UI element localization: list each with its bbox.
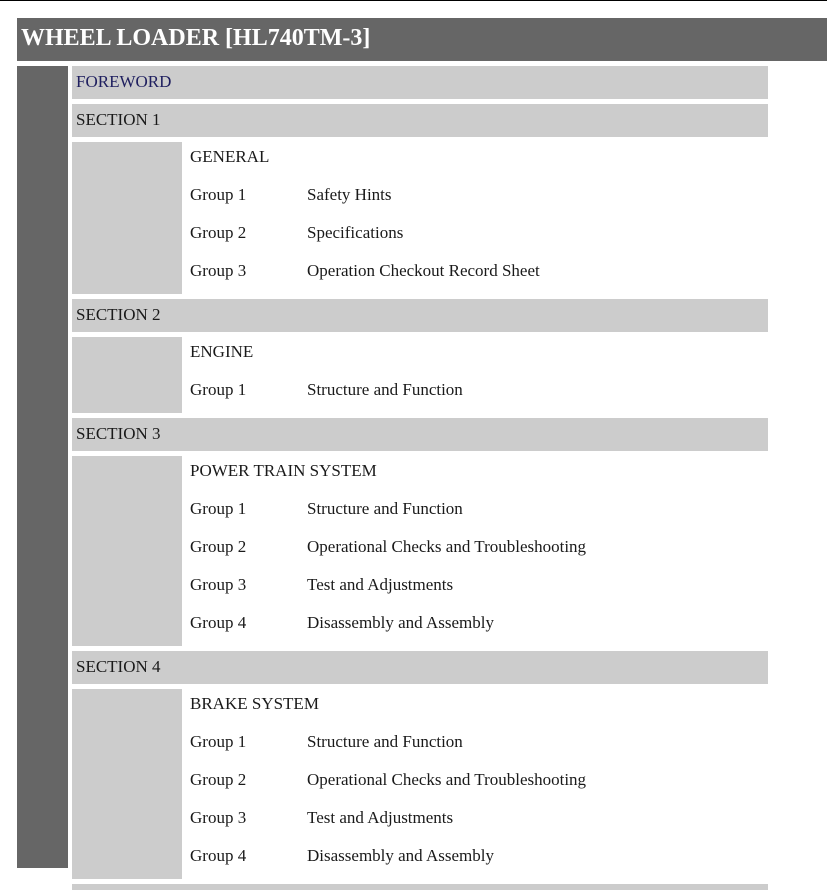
group-title-link[interactable]: Operational Checks and Troubleshooting: [307, 770, 587, 789]
group-row[interactable]: [190, 765, 768, 803]
section-heading: ENGINE: [190, 342, 254, 361]
group-title-link[interactable]: Operational Checks and Troubleshooting: [307, 537, 587, 556]
group-title-link[interactable]: Structure and Function: [307, 380, 463, 399]
section-gutter: [72, 142, 182, 294]
group-row[interactable]: [190, 218, 768, 256]
group-row[interactable]: [190, 803, 768, 841]
section-heading: BRAKE SYSTEM: [190, 694, 319, 713]
group-number: Group 4: [190, 846, 247, 865]
section-heading-row: [190, 689, 768, 727]
group-title-link[interactable]: Operation Checkout Record Sheet: [307, 261, 540, 280]
group-title-link[interactable]: Safety Hints: [307, 185, 392, 204]
group-title-link[interactable]: Test and Adjustments: [307, 575, 454, 594]
foreword-label: FOREWORD: [76, 72, 172, 91]
toc-content: [72, 66, 768, 890]
group-row[interactable]: [190, 375, 768, 413]
section-gutter: [72, 689, 182, 879]
group-number: Group 2: [190, 223, 247, 242]
group-title-link[interactable]: Test and Adjustments: [307, 808, 454, 827]
top-rule: [0, 0, 827, 1]
section-body-2: [72, 337, 768, 413]
group-number: Group 2: [190, 537, 247, 556]
group-number: Group 3: [190, 808, 247, 827]
group-row[interactable]: [190, 180, 768, 218]
section-gutter: [72, 456, 182, 646]
section-label: SECTION 2: [76, 305, 161, 324]
group-number: Group 1: [190, 185, 247, 204]
group-title-link[interactable]: Structure and Function: [307, 499, 463, 518]
section-heading: POWER TRAIN SYSTEM: [190, 461, 377, 480]
group-title-link[interactable]: Structure and Function: [307, 732, 463, 751]
group-number: Group 3: [190, 575, 247, 594]
section-header-4[interactable]: [72, 651, 768, 684]
group-row[interactable]: [190, 570, 768, 608]
title-bar: [17, 18, 827, 61]
next-section-bar-edge: [72, 884, 768, 890]
group-number: Group 2: [190, 770, 247, 789]
section-heading: GENERAL: [190, 147, 270, 166]
group-row[interactable]: [190, 494, 768, 532]
section-heading-row: [190, 142, 768, 180]
section-header-1[interactable]: [72, 104, 768, 137]
section-header-2[interactable]: [72, 299, 768, 332]
group-number: Group 1: [190, 380, 247, 399]
page-title: WHEEL LOADER [HL740TM-3]: [21, 25, 371, 51]
section-label: SECTION 4: [76, 657, 161, 676]
section-body-4: [72, 689, 768, 879]
section-label: SECTION 3: [76, 424, 161, 443]
group-row[interactable]: [190, 256, 768, 294]
foreword-link[interactable]: [72, 66, 768, 99]
section-label: SECTION 1: [76, 110, 161, 129]
group-row[interactable]: [190, 841, 768, 879]
group-number: Group 1: [190, 732, 247, 751]
group-row[interactable]: [190, 608, 768, 646]
group-row[interactable]: [190, 532, 768, 570]
section-body-3: [72, 456, 768, 646]
left-rail: [17, 66, 68, 868]
section-body-1: [72, 142, 768, 294]
section-header-3[interactable]: [72, 418, 768, 451]
group-title-link[interactable]: Disassembly and Assembly: [307, 846, 494, 865]
section-gutter: [72, 337, 182, 413]
group-number: Group 1: [190, 499, 247, 518]
group-number: Group 4: [190, 613, 247, 632]
section-heading-row: [190, 456, 768, 494]
group-title-link[interactable]: Specifications: [307, 223, 404, 242]
group-row[interactable]: [190, 727, 768, 765]
group-number: Group 3: [190, 261, 247, 280]
section-heading-row: [190, 337, 768, 375]
group-title-link[interactable]: Disassembly and Assembly: [307, 613, 494, 632]
